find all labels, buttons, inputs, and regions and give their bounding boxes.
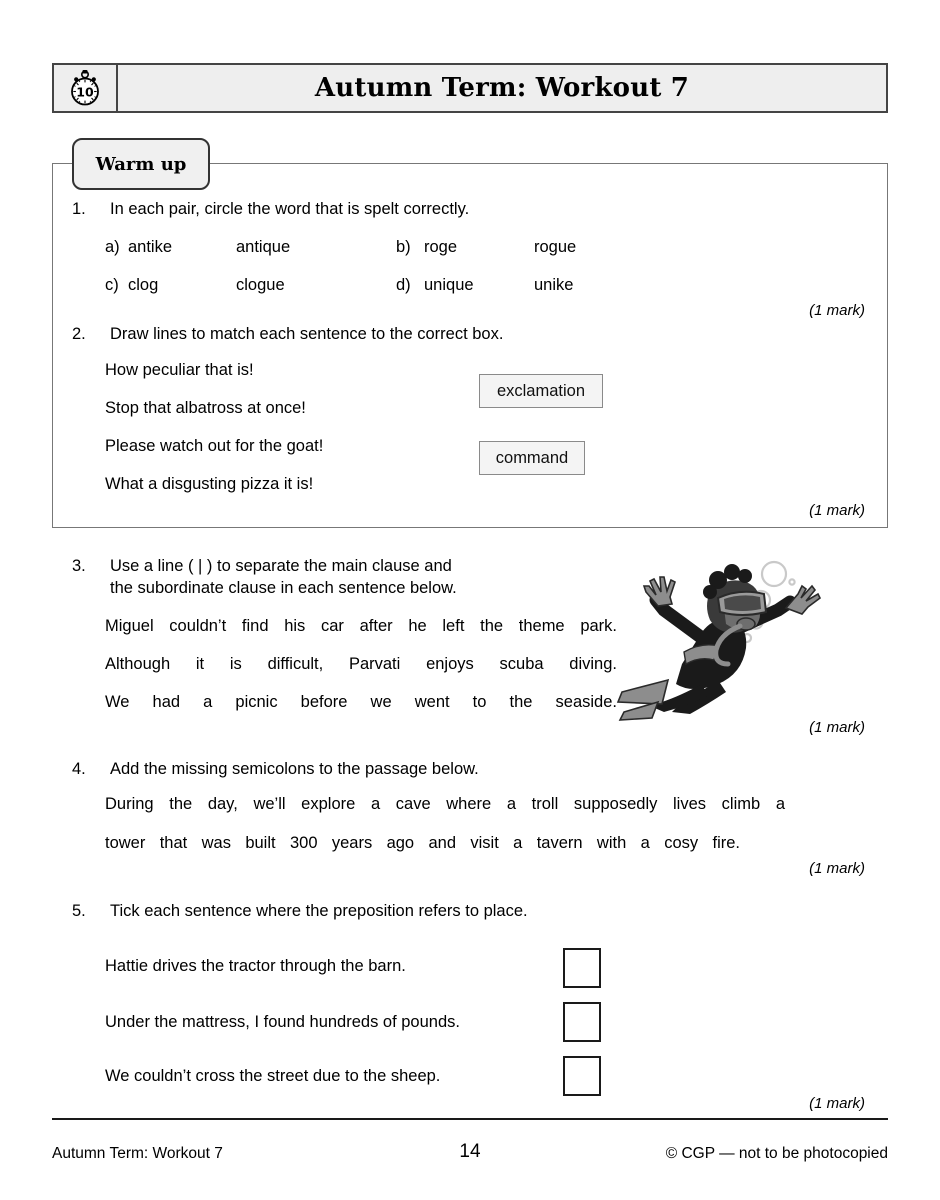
q5-sentence-2[interactable]: Under the mattress, I found hundreds of pounds. xyxy=(105,1013,460,1031)
header-bar xyxy=(52,63,888,113)
q1-option-d-letter: d) xyxy=(396,276,411,294)
question-2-number: 2. xyxy=(72,325,86,343)
q5-mark: (1 mark) xyxy=(809,1095,865,1112)
q1-option-c-word2[interactable]: clogue xyxy=(236,276,285,294)
diver-fins xyxy=(618,680,668,720)
q5-sentence-3[interactable]: We couldn’t cross the street due to the sheep. xyxy=(105,1067,441,1085)
question-3-prompt-line1: Use a line ( | ) to separate the main clause and xyxy=(110,557,452,575)
q1-option-d-word2[interactable]: unike xyxy=(534,276,574,294)
stopwatch-icon xyxy=(65,68,105,108)
timer-minutes: 10 xyxy=(76,84,94,100)
warm-up-tab-label: Warm up xyxy=(95,153,187,175)
q3-sentence-1[interactable]: Miguel couldn’t find his car after he left the theme park. xyxy=(105,617,617,635)
q1-option-b-word2[interactable]: rogue xyxy=(534,238,577,256)
question-5-prompt: Tick each sentence where the preposition refers to place. xyxy=(110,902,528,920)
question-1-prompt: In each pair, circle the word that is spelt correctly. xyxy=(110,200,470,218)
q2-sentence-2[interactable]: Stop that albatross at once! xyxy=(105,399,306,417)
q5-tickbox-3[interactable] xyxy=(563,1056,601,1096)
footer-workout-label: Autumn Term: Workout 7 xyxy=(52,1145,223,1162)
scuba-diver-illustration xyxy=(606,552,838,724)
q2-box-command-label: command xyxy=(495,448,569,467)
question-5-number: 5. xyxy=(72,902,86,920)
q1-option-d-word1[interactable]: unique xyxy=(424,276,474,294)
question-1-number: 1. xyxy=(72,200,86,218)
diver-hand-left xyxy=(644,577,675,606)
q5-tickbox-1[interactable] xyxy=(563,948,601,988)
q1-option-b-letter: b) xyxy=(396,238,411,256)
question-3-prompt-line2: the subordinate clause in each sentence below. xyxy=(110,579,457,597)
q1-option-c-word1[interactable]: clog xyxy=(128,276,159,294)
q3-sentence-2[interactable]: Although it is difficult, Parvati enjoys scuba diving. xyxy=(105,655,617,673)
q3-mark: (1 mark) xyxy=(809,719,865,736)
q4-mark: (1 mark) xyxy=(809,860,865,877)
q5-tickbox-2[interactable] xyxy=(563,1002,601,1042)
diver-mask-lens xyxy=(724,595,761,611)
footer-copyright: © CGP — not to be photocopied xyxy=(665,1145,888,1162)
q2-sentence-3[interactable]: Please watch out for the goat! xyxy=(105,437,324,455)
q4-passage-line-1[interactable]: During the day, we’ll explore a cave where a troll supposedly lives climb a xyxy=(105,795,785,813)
warm-up-tab xyxy=(72,138,210,190)
footer-divider xyxy=(52,1118,888,1120)
q3-sentence-3[interactable]: We had a picnic before we went to the seaside. xyxy=(105,693,617,711)
question-4-prompt: Add the missing semicolons to the passage below. xyxy=(110,760,479,778)
question-2-prompt: Draw lines to match each sentence to the correct box. xyxy=(110,325,504,343)
q1-option-a-word2[interactable]: antique xyxy=(236,238,291,256)
q1-option-b-word1[interactable]: roge xyxy=(424,238,458,256)
q2-sentence-1[interactable]: How peculiar that is! xyxy=(105,361,254,379)
q5-sentence-1[interactable]: Hattie drives the tractor through the barn. xyxy=(105,957,406,975)
question-3-number: 3. xyxy=(72,557,86,575)
timer-cell xyxy=(54,65,118,111)
q2-box-command[interactable] xyxy=(479,441,585,475)
q2-mark: (1 mark) xyxy=(809,502,865,519)
q4-passage-line-2[interactable]: tower that was built 300 years ago and visit a tavern with a cosy fire. xyxy=(105,834,740,852)
question-4-number: 4. xyxy=(72,760,86,778)
q2-sentence-4[interactable]: What a disgusting pizza it is! xyxy=(105,475,314,493)
q1-mark: (1 mark) xyxy=(809,302,865,319)
q2-box-exclamation[interactable] xyxy=(479,374,603,408)
q1-option-c-letter: c) xyxy=(105,276,119,294)
q2-box-exclamation-label: exclamation xyxy=(496,381,586,400)
q1-option-a-letter: a) xyxy=(105,238,120,256)
page-title: Autumn Term: Workout 7 xyxy=(314,73,690,103)
q1-option-a-word1[interactable]: antike xyxy=(128,238,173,256)
footer-page-number: 14 xyxy=(459,1141,481,1162)
